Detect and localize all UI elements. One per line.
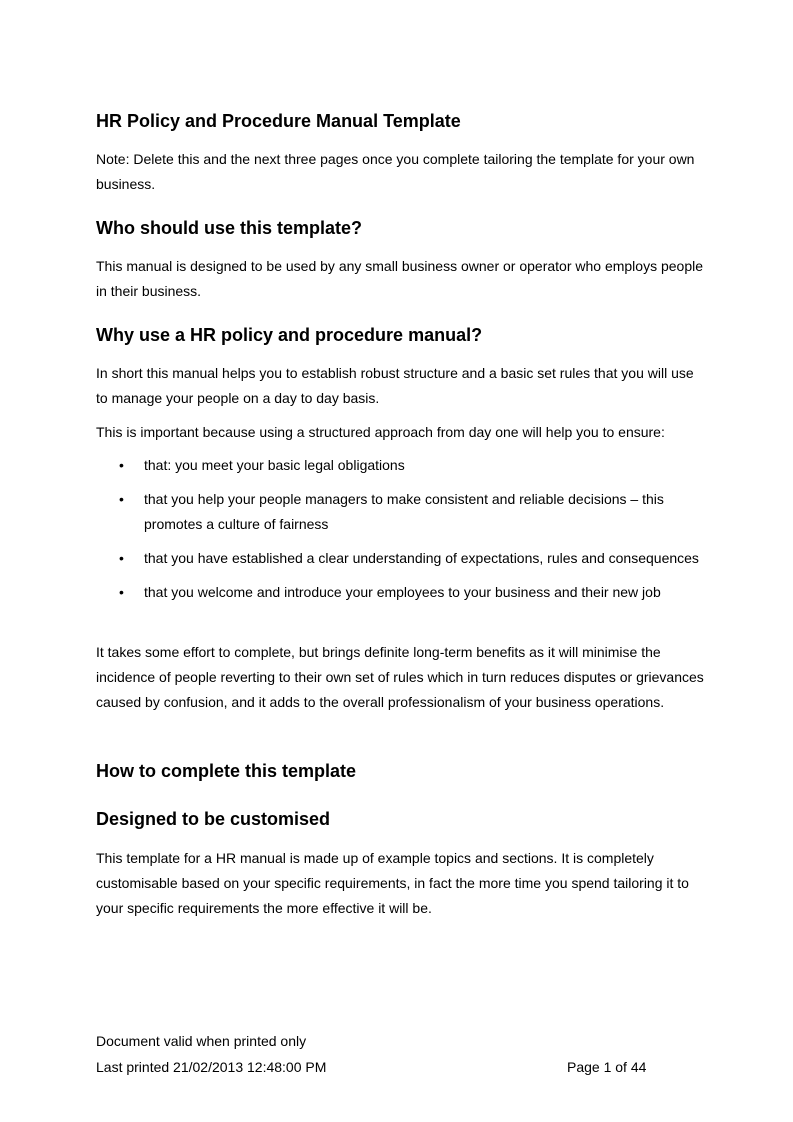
- list-item-text: that you have established a clear understanding of expectations, rules and consequences: [144, 550, 699, 566]
- heading-why-use: Why use a HR policy and procedure manual?: [96, 325, 483, 345]
- bullet-icon: •: [119, 491, 124, 507]
- paragraph-why-use-2: This is important because using a structured approach from day one will help you to ensure:: [96, 424, 665, 440]
- template-note: Note: Delete this and the next three pages once you complete tailoring the template for your own business.: [96, 151, 695, 192]
- list-item: [96, 453, 706, 478]
- paragraph-designed-customised: This template for a HR manual is made up of example topics and sections. It is completely customisable based on your specific requirements, in fact the more time you spend tailoring it to your specific requirements the more effective it will be.: [96, 850, 689, 916]
- heading-how-to-complete: How to complete this template: [96, 761, 357, 781]
- paragraph-why-use-3: It takes some effort to complete, but brings definite long-term benefits as it will minimise the incidence of people reverting to their own set of rules which in turn reduces disputes or grievances caused by confusion, and it adds to the overall professionalism of your business operations.: [96, 644, 704, 710]
- list-item-text: that you help your people managers to make consistent and reliable decisions – this promotes a culture of fairness: [144, 491, 664, 532]
- bullet-icon: •: [119, 457, 124, 473]
- heading-designed-customised: Designed to be customised: [96, 809, 331, 829]
- heading-who-should-use: Who should use this template?: [96, 218, 363, 238]
- footer-page-number: Page 1 of 44: [567, 1059, 647, 1075]
- bullet-icon: •: [119, 550, 124, 566]
- footer-validity-note: Document valid when printed only: [96, 1033, 307, 1049]
- list-item: [96, 580, 706, 605]
- footer-last-printed: Last printed 21/02/2013 12:48:00 PM: [96, 1059, 327, 1075]
- paragraph-who-should-use: This manual is designed to be used by any small business owner or operator who employs people in their business.: [96, 258, 704, 299]
- list-item: [96, 546, 706, 571]
- list-item-text: that you welcome and introduce your employees to your business and their new job: [144, 584, 661, 600]
- document-title: HR Policy and Procedure Manual Template: [96, 111, 461, 131]
- benefits-list: [96, 453, 706, 614]
- list-item: [96, 487, 706, 537]
- bullet-icon: •: [119, 584, 124, 600]
- paragraph-why-use-1: In short this manual helps you to establish robust structure and a basic set rules that you will use to manage your people on a day to day basis.: [96, 365, 694, 406]
- list-item-text: that: you meet your basic legal obligations: [144, 457, 405, 473]
